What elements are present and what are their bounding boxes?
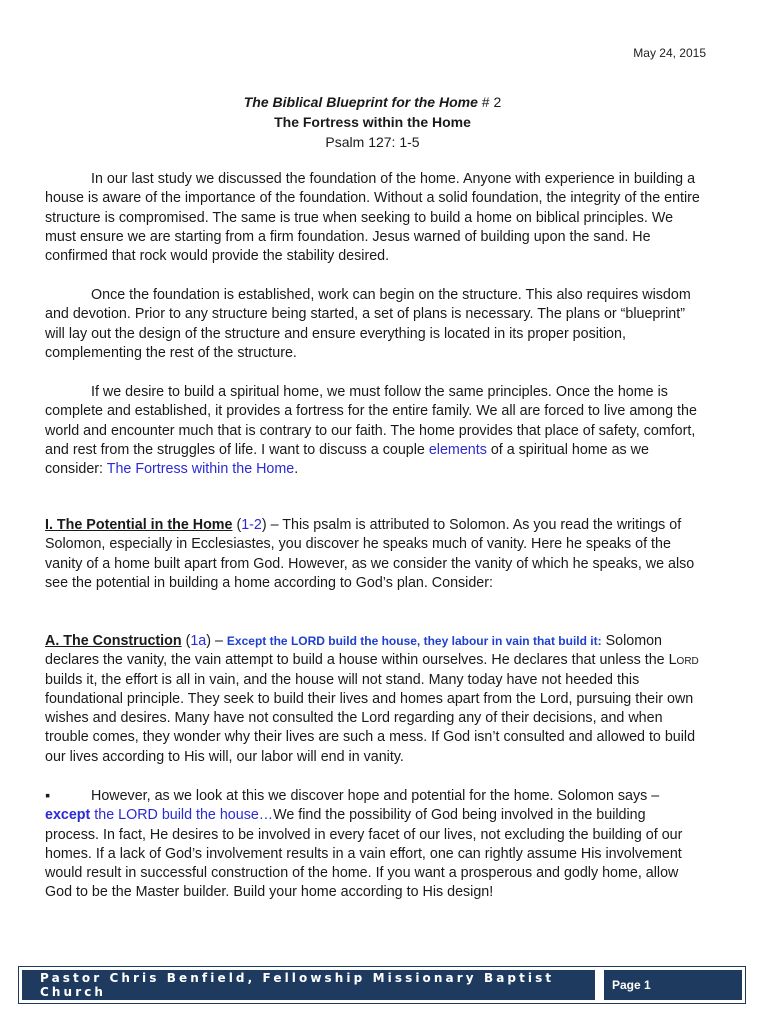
fortress-paragraph-text-2: of a spiritual home as we consider: [45,441,649,478]
bullet-icon: ▪ [45,788,51,804]
section-construction [45,632,700,767]
bullet-paragraph [45,787,700,903]
ref-open: ( [232,517,242,533]
section-construction-ref-link[interactable]: 1a [190,633,207,649]
bullet-text-2: We find the possibility of God being involved in the building process. In fact, He desires to be involved in every facet of our lives, not excluding the building of our homes. If a lack of God’s involvement results in a vain effort, one can rightly assume His involvement would result in successful construction of the home. If you want a prosperous and godly home, allow God to be the Master builder. Build your home according to His design! [45,807,683,901]
bullet-quote: the LORD build the house… [90,807,274,824]
fortress-paragraph-end: . [294,461,299,478]
section-potential [45,516,700,593]
fortress-paragraph-text-1: If we desire to build a spiritual home, we must follow the same principles. Once the home is complete and established, it provides a fortress for the entire family. We all are forced to live among the world and encounter much that is contrary to our faith. The home provides that place of safety, comfort, and rest from the struggles of life. I want to discuss a couple [45,384,697,458]
section-construction-text-2: builds it, the effort is all in vain, and the house will not stand. Many today have not heeded this foundational principle. They seek to build their lives and homes apart from the Lord, pursuing their own wishes and desires. Many have not consulted the Lord regarding any of their decisions, and when trouble comes, they wonder why their lives are such a mess. If God isn’t consulted and allowed to build our lives according to His will, our labor will end in vanity. [45,671,696,765]
section-potential-text: – This psalm is attributed to Solomon. As you read the writings of Solomon, especially in Ecclesiastes, you discover he speaks much of vanity. Here he speaks of the vanity of a home built apart from God. However, as we consider the vanity of which he speaks, we also see the potential in building a home according to God’s plan. Consider: [45,517,695,591]
section-potential-heading: I. The Potential in the Home [45,517,233,533]
ref-close: ) [261,517,267,533]
except-emphasis: except [45,807,91,824]
section-construction-heading: A. The Construction [45,633,182,649]
series-title [45,92,700,112]
section-construction-text-1: Solomon declares the vanity, the vain attempt to build a house within ourselves. He declares that unless the [45,633,669,669]
intro-paragraph: In our last study we discussed the foundation of the home. Anyone with experience in building a house is aware of the importance of the foundation. Without a solid foundation, the integrity of the entire structure is compromised. The same is true when seeking to build a home on biblical principles. We must ensure we are starting from a firm foundation. Jesus warned of building upon the sand. He confirmed that rock would provide the stability desired. [45,171,700,265]
title-block [45,92,700,152]
footer-author: Pastor Chris Benfield, Fellowship Missionary Baptist Church [22,970,595,1000]
page-number: 1 [644,978,651,992]
document-date: May 24, 2015 [633,46,706,60]
section-potential-ref-link[interactable]: 1-2 [241,517,262,533]
lord-smallcaps: Lord [668,652,699,669]
scripture-reference: Psalm 127: 1-5 [325,134,420,150]
elements-link[interactable]: elements [428,441,487,458]
ref-open: ( [181,633,191,649]
verse-quote: Except the LORD build the house, they labour in vain that build it: [226,634,602,648]
page-label: Page [612,978,641,992]
lesson-title: The Fortress within the Home [274,114,471,130]
bullet-text-1: However, as we look at this we discover hope and potential for the home. Solomon says – [91,788,660,804]
page-footer [18,966,746,1004]
fortress-paragraph [45,383,700,479]
series-number: # 2 [477,94,502,110]
blueprint-paragraph: Once the foundation is established, work can begin on the structure. This also requires wisdom and devotion. Prior to any structure being started, a set of plans is necessary. The plans or “blueprint” will lay out the design of the structure and ensure everything is located in its proper position, complementing the rest of the structure. [45,287,691,361]
series-name: The Biblical Blueprint for the Home [243,94,478,110]
footer-page [601,970,742,1000]
fortress-link[interactable]: The Fortress within the Home [106,461,295,478]
ref-close: ) – [206,633,227,649]
